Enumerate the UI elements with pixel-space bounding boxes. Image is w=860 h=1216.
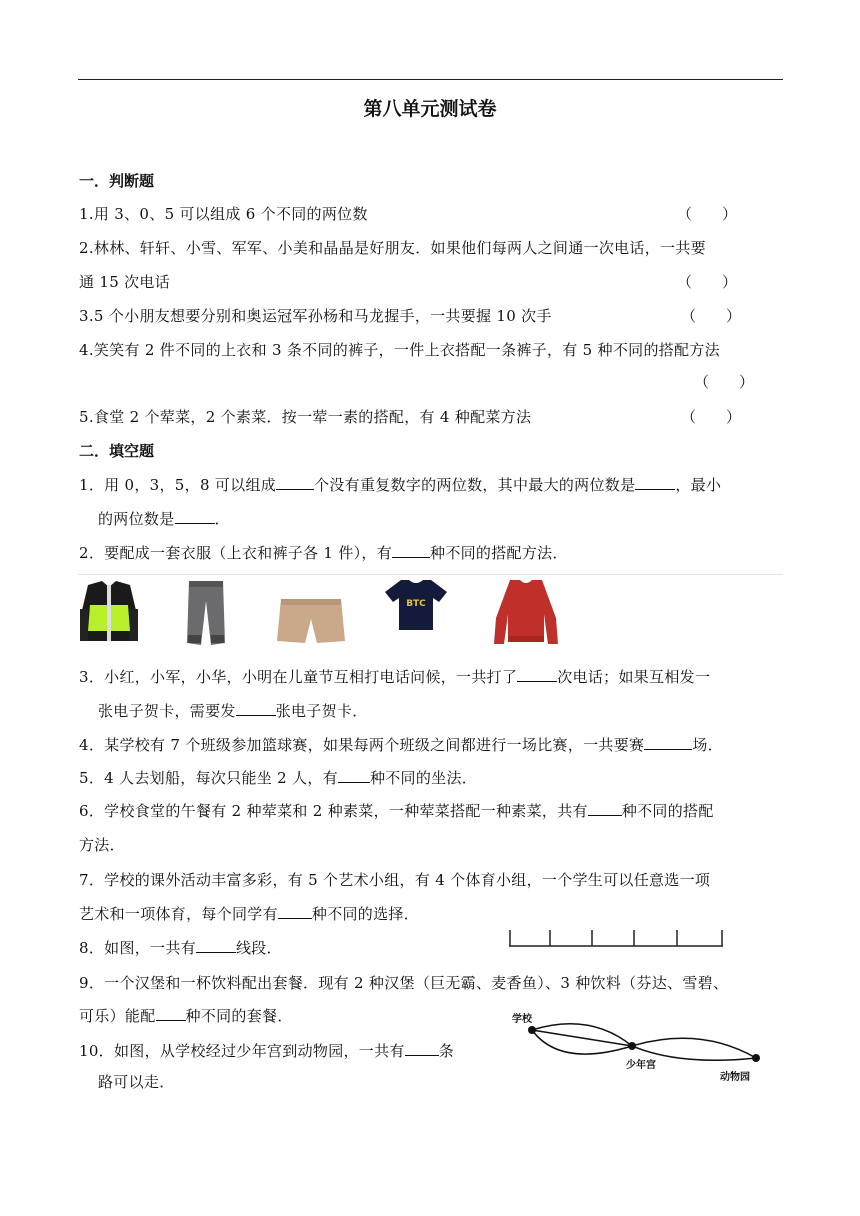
fill-q9-line2: 可乐）能配 种不同的套餐． bbox=[79, 1007, 293, 1025]
judgment-q4: 4.笑笑有 2 件不同的上衣和 3 条不同的裤子，一件上衣搭配一条裤子，有 5 种不同的搭配方法 bbox=[79, 341, 720, 359]
blank[interactable] bbox=[635, 475, 675, 490]
blank[interactable] bbox=[392, 543, 430, 558]
section-heading-fill: 二．填空题 bbox=[79, 442, 155, 460]
fill-q10-line2: 路可以走． bbox=[98, 1073, 175, 1091]
section-heading-judgment: 一．判断题 bbox=[79, 172, 155, 190]
blank[interactable] bbox=[405, 1041, 439, 1056]
fill-q1-line2: 的两位数是 ． bbox=[98, 510, 230, 528]
school-label: 学校 bbox=[512, 1014, 532, 1025]
blank[interactable] bbox=[156, 1006, 186, 1021]
youth-palace-label: 少年宫 bbox=[626, 1060, 656, 1071]
answer-paren-5[interactable]: （ ） bbox=[681, 408, 742, 426]
fill-q7-line2: 艺术和一项体育，每个同学有 种不同的选择． bbox=[79, 905, 420, 923]
blank[interactable] bbox=[276, 475, 314, 490]
fill-q7-line1: 7．学校的课外活动丰富多彩，有 5 个艺术小组，有 4 个体育小组，一个学生可以任意选一项 bbox=[79, 871, 711, 889]
fill-q1-line1: 1．用 0，3，5，8 可以组成 个没有重复数字的两位数，其中最大的两位数是 ，最小 bbox=[79, 476, 722, 494]
route-3 bbox=[532, 1030, 632, 1054]
answer-paren-2[interactable]: （ ） bbox=[677, 273, 738, 291]
judgment-q3: 3.5 个小朋友想要分别和奥运冠军孙杨和马龙握手，一共要握 10 次手 bbox=[79, 307, 552, 325]
jacket-image bbox=[78, 579, 140, 647]
youth-palace-node bbox=[628, 1042, 636, 1050]
answer-paren-3[interactable]: （ ） bbox=[681, 307, 742, 325]
blank[interactable] bbox=[196, 938, 236, 953]
shorts-image bbox=[277, 597, 345, 645]
judgment-q1: 1.用 3、0、5 可以组成 6 个不同的两位数 bbox=[79, 205, 368, 223]
blank[interactable] bbox=[338, 768, 370, 783]
blank[interactable] bbox=[517, 667, 557, 682]
route-1 bbox=[532, 1024, 632, 1046]
fill-q4: 4．某学校有 7 个班级参加篮球赛，如果每两个班级之间都进行一场比赛，一共要赛 场． bbox=[79, 736, 723, 754]
blank[interactable] bbox=[175, 509, 215, 524]
zoo-label: 动物园 bbox=[720, 1072, 750, 1083]
judgment-q2-line1: 2.林林、轩轩、小雪、军军、小美和晶晶是好朋友．如果他们每两人之间通一次电话，一共要 bbox=[79, 239, 706, 257]
answer-paren-4[interactable]: （ ） bbox=[694, 373, 755, 391]
school-node bbox=[528, 1026, 536, 1034]
judgment-q5: 5.食堂 2 个荤菜，2 个素菜．按一荤一素的搭配，有 4 种配菜方法 bbox=[79, 408, 532, 426]
image-divider bbox=[78, 574, 783, 575]
route-map-diagram bbox=[510, 1008, 775, 1083]
tshirt-print-text: BTC bbox=[406, 599, 426, 609]
blank[interactable] bbox=[236, 701, 276, 716]
segment-diagram bbox=[505, 926, 727, 950]
fill-q2: 2．要配成一套衣服（上衣和裤子各 1 件），有 种不同的搭配方法． bbox=[79, 544, 568, 562]
header-rule bbox=[78, 79, 783, 80]
judgment-q2-line2: 通 15 次电话 bbox=[79, 273, 171, 291]
blank[interactable] bbox=[278, 904, 312, 919]
fill-q3-line2: 张电子贺卡，需要发 张电子贺卡． bbox=[98, 702, 368, 720]
zoo-node bbox=[752, 1054, 760, 1062]
pants-image bbox=[185, 579, 227, 647]
route-4 bbox=[632, 1038, 756, 1058]
fill-q6-line2: 方法． bbox=[79, 836, 125, 854]
fill-q6-line1: 6．学校食堂的午餐有 2 种荤菜和 2 种素菜，一种荤菜搭配一种素菜，共有 种不同的搭配 bbox=[79, 802, 714, 820]
fill-q9-line1: 9．一个汉堡和一杯饮料配出套餐．现有 2 种汉堡（巨无霸、麦香鱼）、3 种饮料（芬达、雪碧、 bbox=[79, 974, 729, 992]
fill-q5: 5．4 人去划船，每次只能坐 2 人，有 种不同的坐法． bbox=[79, 769, 478, 787]
fill-q3-line1: 3．小红，小军，小华，小明在儿童节互相打电话问候，一共打了 次电话；如果互相发一 bbox=[79, 668, 711, 686]
answer-paren-1[interactable]: （ ） bbox=[677, 205, 738, 223]
blank[interactable] bbox=[644, 735, 692, 750]
fill-q8: 8．如图，一共有 线段． bbox=[79, 939, 282, 957]
sweater-image bbox=[492, 578, 560, 648]
page-title: 第八单元测试卷 bbox=[363, 98, 497, 120]
fill-q10-line1: 10．如图，从学校经过少年宫到动物园，一共有 条 bbox=[79, 1042, 455, 1060]
blank[interactable] bbox=[588, 801, 622, 816]
tshirt-image bbox=[385, 578, 447, 632]
